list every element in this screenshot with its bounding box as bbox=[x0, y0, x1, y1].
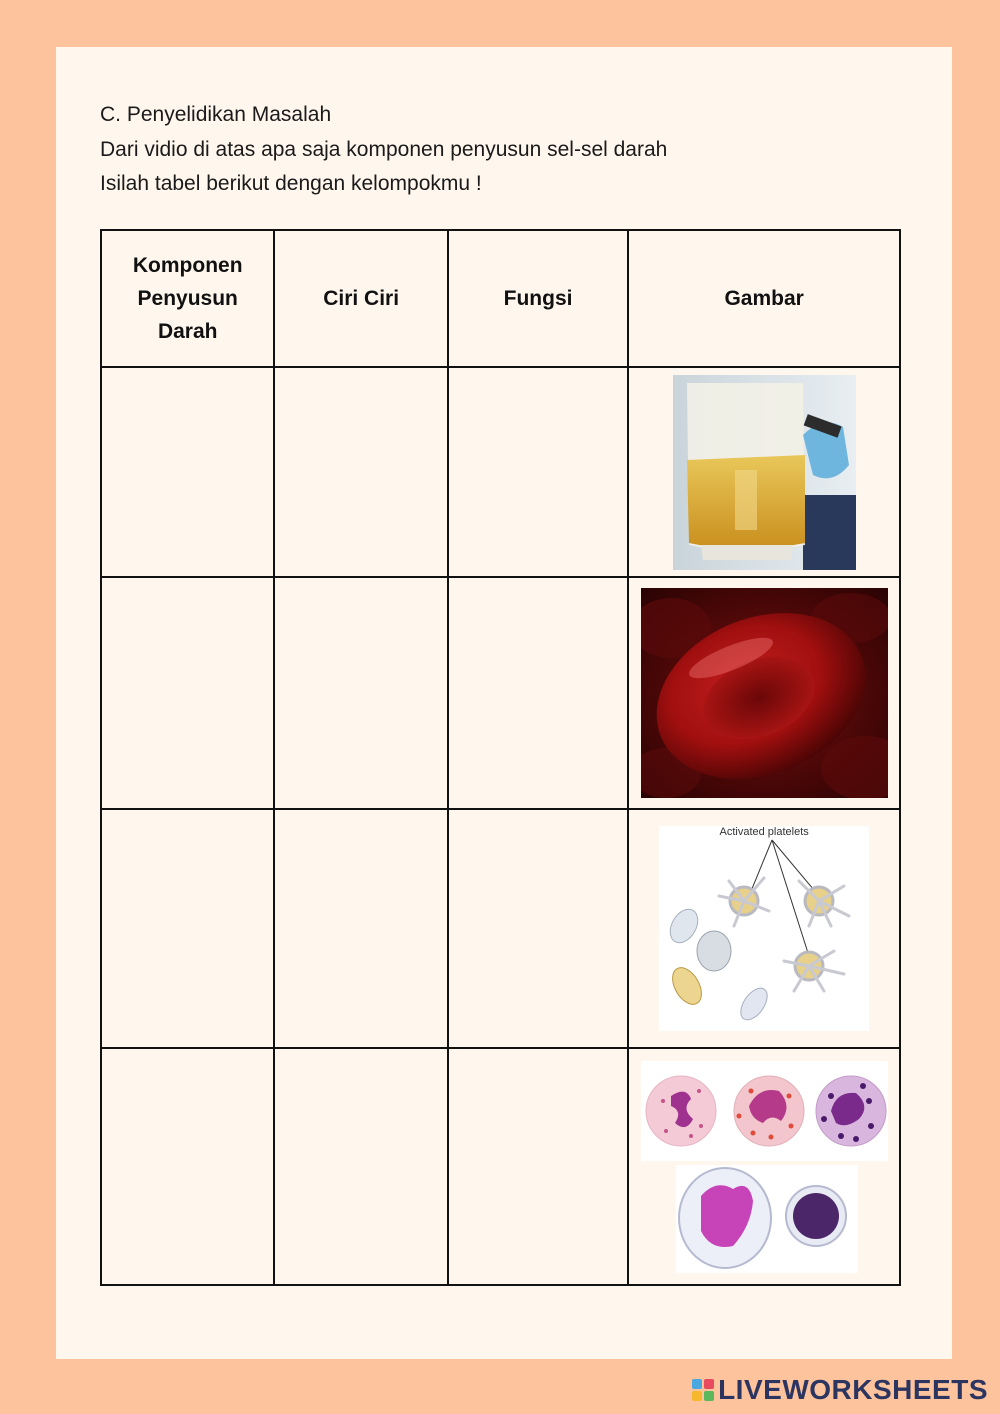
header-komponen-label: Komponen Penyusun Darah bbox=[132, 254, 243, 343]
image-cell bbox=[628, 577, 900, 809]
instruction-text: Isilah tabel berikut dengan kelompokmu ! bbox=[100, 172, 482, 195]
answer-cell-ciri[interactable] bbox=[274, 367, 447, 577]
brand-name: LIVEWORKSHEETS bbox=[718, 1374, 988, 1405]
table-row bbox=[101, 577, 900, 809]
answer-cell-komponen[interactable] bbox=[101, 809, 274, 1048]
white-blood-cells-image bbox=[641, 1061, 888, 1273]
answer-cell-fungsi[interactable] bbox=[448, 809, 628, 1048]
answer-cell-ciri[interactable] bbox=[274, 1048, 447, 1285]
plasma-bag-image bbox=[673, 375, 856, 570]
table-row bbox=[101, 367, 900, 577]
answer-cell-fungsi[interactable] bbox=[448, 367, 628, 577]
answer-cell-fungsi[interactable] bbox=[448, 577, 628, 809]
table-header-row bbox=[101, 230, 900, 367]
blood-components-table bbox=[100, 229, 901, 1286]
image-cell bbox=[628, 1048, 900, 1285]
platelets-image bbox=[659, 826, 869, 1031]
intro-text bbox=[100, 98, 667, 202]
liveworksheets-logo bbox=[692, 1374, 988, 1406]
section-title: C. Penyelidikan Masalah bbox=[100, 103, 332, 126]
header-komponen bbox=[101, 230, 274, 367]
red-blood-cell-image bbox=[641, 588, 888, 798]
question-text: Dari vidio di atas apa saja komponen penyusun sel-sel darah bbox=[100, 137, 668, 161]
header-fungsi: Fungsi bbox=[448, 230, 628, 367]
answer-cell-fungsi[interactable] bbox=[448, 1048, 628, 1285]
header-gambar: Gambar bbox=[628, 230, 900, 367]
platelets-caption: Activated platelets bbox=[719, 826, 809, 838]
answer-cell-ciri[interactable] bbox=[274, 809, 447, 1048]
answer-cell-komponen[interactable] bbox=[101, 1048, 274, 1285]
header-ciri: Ciri Ciri bbox=[274, 230, 447, 367]
image-cell bbox=[628, 809, 900, 1048]
answer-cell-komponen[interactable] bbox=[101, 367, 274, 577]
answer-cell-komponen[interactable] bbox=[101, 577, 274, 809]
liveworksheets-icon bbox=[692, 1379, 714, 1401]
table-row bbox=[101, 809, 900, 1048]
table-row bbox=[101, 1048, 900, 1285]
image-cell bbox=[628, 367, 900, 577]
answer-cell-ciri[interactable] bbox=[274, 577, 447, 809]
